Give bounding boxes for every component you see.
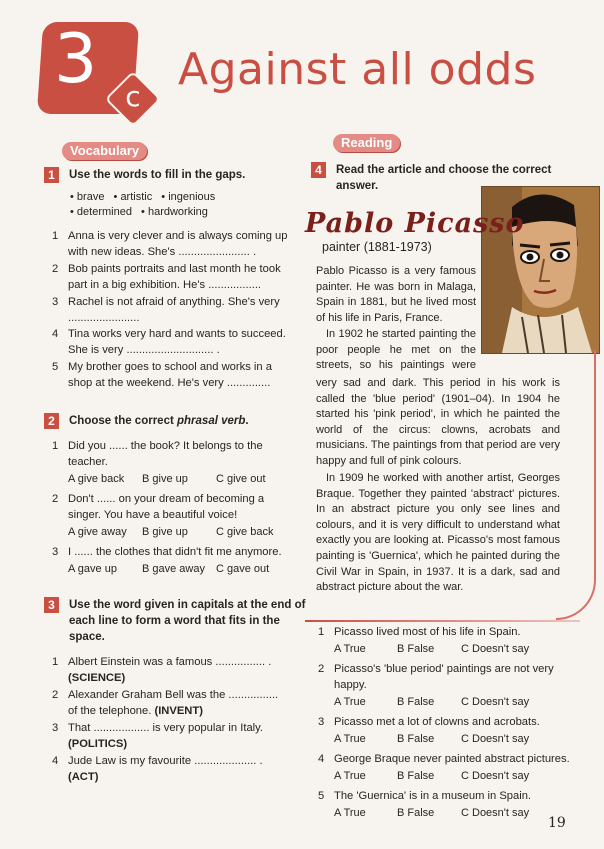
task1-item-3: 3 Rachel is not afraid of anything. She's very	[52, 296, 280, 308]
task1-item-5-line2: shop at the weekend. He's very ..............	[68, 377, 271, 389]
option-a[interactable]: A True	[334, 696, 366, 708]
article-paragraph-2: In 1902 he started painting the poor people he met on the streets, so his paintings were	[316, 328, 476, 372]
task3-item-1-word: (SCIENCE)	[68, 672, 126, 684]
question-1: 1 Picasso lived most of his life in Spain.	[318, 626, 521, 638]
option-c[interactable]: C Doesn't say	[461, 643, 530, 655]
option-a[interactable]: A True	[334, 807, 366, 819]
article-subtitle: painter (1881-1973)	[322, 240, 432, 254]
reading-heading: Reading	[333, 134, 400, 152]
page-number: 19	[548, 815, 566, 831]
option-c[interactable]: C give back	[216, 526, 274, 538]
option-b[interactable]: B False	[397, 643, 435, 655]
task3-item-4: 4 Jude Law is my favourite .................... .	[52, 755, 263, 767]
unit-number: 3	[54, 20, 98, 99]
task2-instruction: Choose the correct phrasal verb.	[69, 415, 249, 427]
task2-item-3: 3 I ...... the clothes that didn't fit me anymore.	[52, 546, 282, 558]
task3-item-3: 3 That .................. is very popular in Italy.	[52, 722, 264, 734]
task3-instruction-3: space.	[69, 631, 105, 643]
task2-item-1-line2: teacher.	[68, 456, 108, 468]
option-a[interactable]: A True	[334, 770, 366, 782]
task4-instruction-2: answer.	[336, 180, 379, 192]
task3-item-3-word: (POLITICS)	[68, 738, 128, 750]
option-a[interactable]: A True	[334, 643, 366, 655]
question-2: 2 Picasso's 'blue period' paintings are not very	[318, 663, 554, 675]
article-title: Pablo Picasso	[305, 208, 525, 239]
task4-instruction-1: Read the article and choose the correct	[336, 164, 552, 176]
question-2-line2: happy.	[334, 679, 367, 691]
task1-item-2: 2 Bob paints portraits and last month he took	[52, 263, 281, 275]
task3-instruction-2: each line to form a word that fits in the	[69, 615, 280, 627]
unit-letter: c	[125, 80, 141, 113]
task3-instruction-1: Use the word given in capitals at the end of	[69, 599, 306, 611]
option-a[interactable]: A give back	[68, 473, 125, 485]
option-b[interactable]: B False	[397, 770, 435, 782]
word-row-1: • brave • artistic • ingenious	[70, 191, 216, 203]
option-c[interactable]: C give out	[216, 473, 266, 485]
task1-item-2-line2: part in a big exhibition. He's .................	[68, 279, 262, 291]
article-paragraph-2-cont: very sad and dark. This period in his work is called the 'blue period' (1901–04). In 1904 he started his 'pink period', in which he painted the world of the circus: clowns, acrobats and musicians. The paintings from that period are very happy and full of pink colours.	[316, 377, 560, 467]
vocabulary-heading: Vocabulary	[62, 142, 147, 160]
task1-item-3-line2: .......................	[68, 312, 140, 324]
option-b[interactable]: B give up	[142, 473, 188, 485]
task3-item-4-word: (ACT)	[68, 771, 99, 783]
option-c[interactable]: C Doesn't say	[461, 696, 530, 708]
article-paragraph-3: In 1909 he worked with another artist, Georges Braque. Together they painted 'abstract' pictures. In an abstract picture you only see lines and colours, and it is very difficult to understand what exactly you are looking at. Picasso's most famous painting is 'Guernica', which he painted during the Civil War in Spain, in 1937. It is a dark, sad and abstract picture about the war.	[316, 472, 560, 594]
question-5: 5 The 'Guernica' is in a museum in Spain.	[318, 790, 532, 802]
task1-item-1: 1 Anna is very clever and is always coming up	[52, 230, 288, 242]
word-row-2: • determined • hardworking	[70, 206, 208, 218]
option-c[interactable]: C gave out	[216, 563, 270, 575]
task3-item-1: 1 Albert Einstein was a famous ................ .	[52, 656, 272, 668]
section-divider	[305, 620, 580, 622]
question-3: 3 Picasso met a lot of clowns and acrobats.	[318, 716, 540, 728]
option-b[interactable]: B False	[397, 807, 435, 819]
option-b[interactable]: B False	[397, 733, 435, 745]
task1-instruction: Use the words to fill in the gaps.	[69, 169, 246, 181]
task2-item-1: 1 Did you ...... the book? It belongs to the	[52, 440, 263, 452]
decorative-border	[556, 350, 596, 620]
task1-item-4: 4 Tina works very hard and wants to succeed.	[52, 328, 286, 340]
task-number-3: 3	[44, 597, 59, 613]
task2-item-2: 2 Don't ...... on your dream of becoming a	[52, 493, 265, 505]
option-a[interactable]: A True	[334, 733, 366, 745]
option-b[interactable]: B gave away	[142, 563, 205, 575]
option-c[interactable]: C Doesn't say	[461, 807, 530, 819]
option-b[interactable]: B give up	[142, 526, 188, 538]
option-a[interactable]: A gave up	[68, 563, 117, 575]
task3-item-2: 2 Alexander Graham Bell was the ................	[52, 689, 279, 701]
task1-item-5: 5 My brother goes to school and works in a	[52, 361, 272, 373]
task-number-2: 2	[44, 413, 59, 429]
option-a[interactable]: A give away	[68, 526, 127, 538]
option-c[interactable]: C Doesn't say	[461, 733, 530, 745]
article-paragraph-1: Pablo Picasso is a very famous painter. He was born in Malaga, Spain in 1881, but he lived most of his life in Paris, France.	[316, 265, 476, 324]
word-box	[70, 190, 221, 220]
task1-item-1-line2: with new ideas. She's ....................... .	[68, 246, 257, 258]
task3-item-2-line2: of the telephone. (INVENT)	[68, 705, 203, 717]
task1-item-4-line2: She is very ............................ .	[68, 344, 220, 356]
task2-item-2-line2: singer. You have a beautiful voice!	[68, 509, 238, 521]
option-b[interactable]: B False	[397, 696, 435, 708]
task-number-1: 1	[44, 167, 59, 183]
task-number-4: 4	[311, 162, 326, 178]
option-c[interactable]: C Doesn't say	[461, 770, 530, 782]
page-title: Against all odds	[178, 44, 537, 95]
question-4: 4 George Braque never painted abstract pictures.	[318, 753, 570, 765]
